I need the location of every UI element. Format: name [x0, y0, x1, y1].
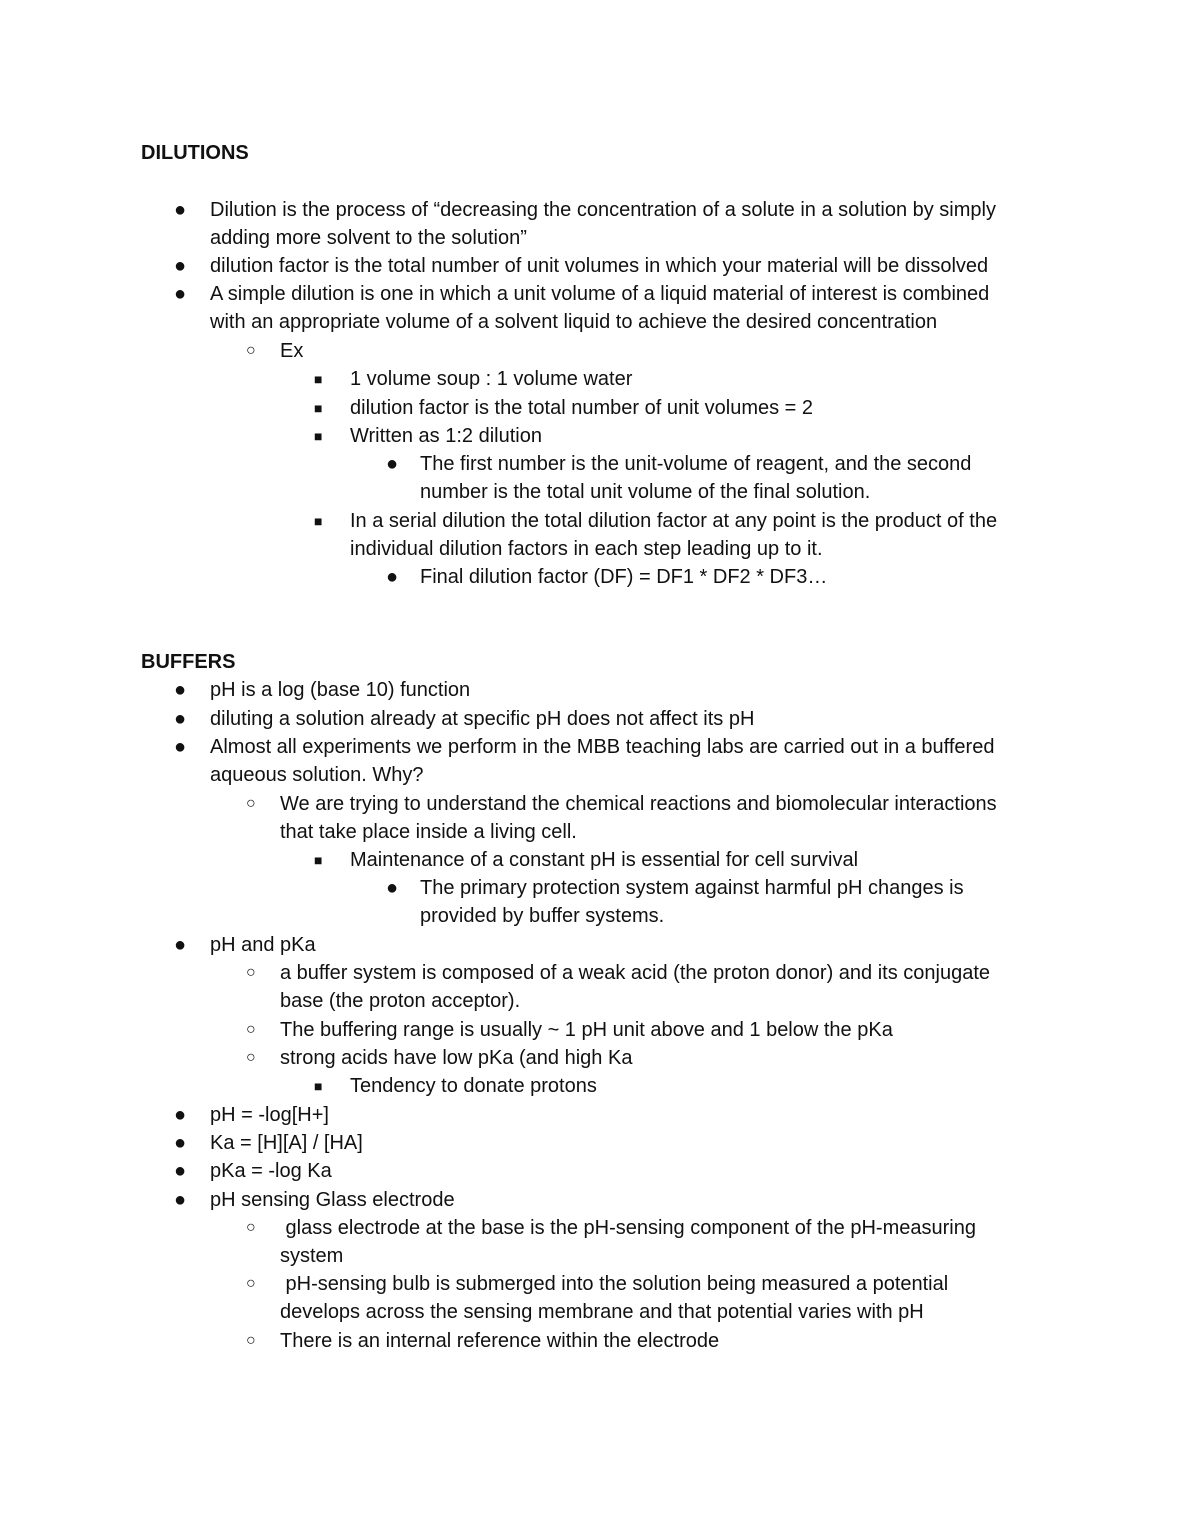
- bullet-square: ■: [314, 400, 323, 416]
- bullet-disc: ●: [386, 877, 399, 899]
- list-item-continuation: system: [280, 1245, 344, 1267]
- list-item: Tendency to donate protons: [350, 1075, 597, 1097]
- bullet-circle: ○: [246, 1021, 256, 1038]
- list-item: pKa = -log Ka: [210, 1160, 332, 1182]
- list-item: The primary protection system against harmful pH changes is: [420, 877, 964, 899]
- bullet-disc: ●: [174, 199, 187, 221]
- list-item-continuation: develops across the sensing membrane and that potential varies with pH: [280, 1301, 924, 1323]
- list-item-continuation: individual dilution factors in each step leading up to it.: [350, 538, 823, 560]
- list-item: pH is a log (base 10) function: [210, 679, 471, 701]
- list-item-continuation: provided by buffer systems.: [420, 905, 665, 927]
- list-item: strong acids have low pKa (and high Ka: [280, 1047, 633, 1069]
- list-item: Final dilution factor (DF) = DF1 * DF2 * DF3…: [420, 566, 828, 588]
- bullet-disc: ●: [174, 255, 187, 277]
- bullet-disc: ●: [174, 934, 187, 956]
- list-item: We are trying to understand the chemical reactions and biomolecular interactions: [280, 793, 997, 815]
- bullet-disc: ●: [174, 1132, 187, 1154]
- bullet-circle: ○: [246, 342, 256, 359]
- list-item-continuation: base (the proton acceptor).: [280, 990, 521, 1012]
- bullet-square: ■: [314, 852, 323, 868]
- list-item: dilution factor is the total number of unit volumes = 2: [350, 397, 814, 419]
- section-heading-dilutions: DILUTIONS: [141, 142, 249, 164]
- list-item: pH-sensing bulb is submerged into the solution being measured a potential: [280, 1273, 949, 1295]
- list-item: A simple dilution is one in which a unit volume of a liquid material of interest is combined: [210, 283, 990, 305]
- list-item: Written as 1:2 dilution: [350, 425, 542, 447]
- bullet-square: ■: [314, 428, 323, 444]
- list-item: diluting a solution already at specific pH does not affect its pH: [210, 708, 755, 730]
- bullet-circle: ○: [246, 1219, 256, 1236]
- bullet-square: ■: [314, 1078, 323, 1094]
- list-item: pH sensing Glass electrode: [210, 1189, 455, 1211]
- list-item: pH and pKa: [210, 934, 316, 956]
- list-item: pH = -log[H+]: [210, 1104, 329, 1126]
- list-item-continuation: that take place inside a living cell.: [280, 821, 577, 843]
- bullet-disc: ●: [386, 453, 399, 475]
- list-item-continuation: with an appropriate volume of a solvent liquid to achieve the desired concentration: [210, 311, 938, 333]
- list-item-continuation: number is the total unit volume of the final solution.: [420, 481, 871, 503]
- bullet-disc: ●: [174, 283, 187, 305]
- list-item: glass electrode at the base is the pH-sensing component of the pH-measuring: [280, 1217, 976, 1239]
- list-item: Almost all experiments we perform in the MBB teaching labs are carried out in a buffered: [210, 736, 995, 758]
- list-item: The buffering range is usually ~ 1 pH unit above and 1 below the pKa: [280, 1019, 893, 1041]
- list-item: Dilution is the process of “decreasing the concentration of a solute in a solution by simply: [210, 199, 996, 221]
- bullet-disc: ●: [174, 679, 187, 701]
- bullet-disc: ●: [174, 708, 187, 730]
- bullet-disc: ●: [174, 736, 187, 758]
- bullet-circle: ○: [246, 964, 256, 981]
- bullet-disc: ●: [174, 1160, 187, 1182]
- bullet-disc: ●: [174, 1104, 187, 1126]
- list-item: Ex: [280, 340, 304, 362]
- list-item: a buffer system is composed of a weak acid (the proton donor) and its conjugate: [280, 962, 991, 984]
- list-item: Maintenance of a constant pH is essential for cell survival: [350, 849, 859, 871]
- list-item-continuation: aqueous solution. Why?: [210, 764, 424, 786]
- bullet-disc: ●: [386, 566, 399, 588]
- list-item: The first number is the unit-volume of reagent, and the second: [420, 453, 972, 475]
- section-heading-buffers: BUFFERS: [141, 651, 236, 673]
- list-item: In a serial dilution the total dilution factor at any point is the product of the: [350, 510, 998, 532]
- bullet-circle: ○: [246, 1332, 256, 1349]
- bullet-square: ■: [314, 513, 323, 529]
- list-item: There is an internal reference within the electrode: [280, 1330, 720, 1352]
- bullet-square: ■: [314, 371, 323, 387]
- bullet-circle: ○: [246, 1275, 256, 1292]
- list-item: 1 volume soup : 1 volume water: [350, 368, 633, 390]
- list-item: Ka = [H][A] / [HA]: [210, 1132, 363, 1154]
- list-item: dilution factor is the total number of unit volumes in which your material will be dissolved: [210, 255, 989, 277]
- bullet-disc: ●: [174, 1189, 187, 1211]
- bullet-circle: ○: [246, 1049, 256, 1066]
- list-item-continuation: adding more solvent to the solution”: [210, 227, 527, 249]
- bullet-circle: ○: [246, 795, 256, 812]
